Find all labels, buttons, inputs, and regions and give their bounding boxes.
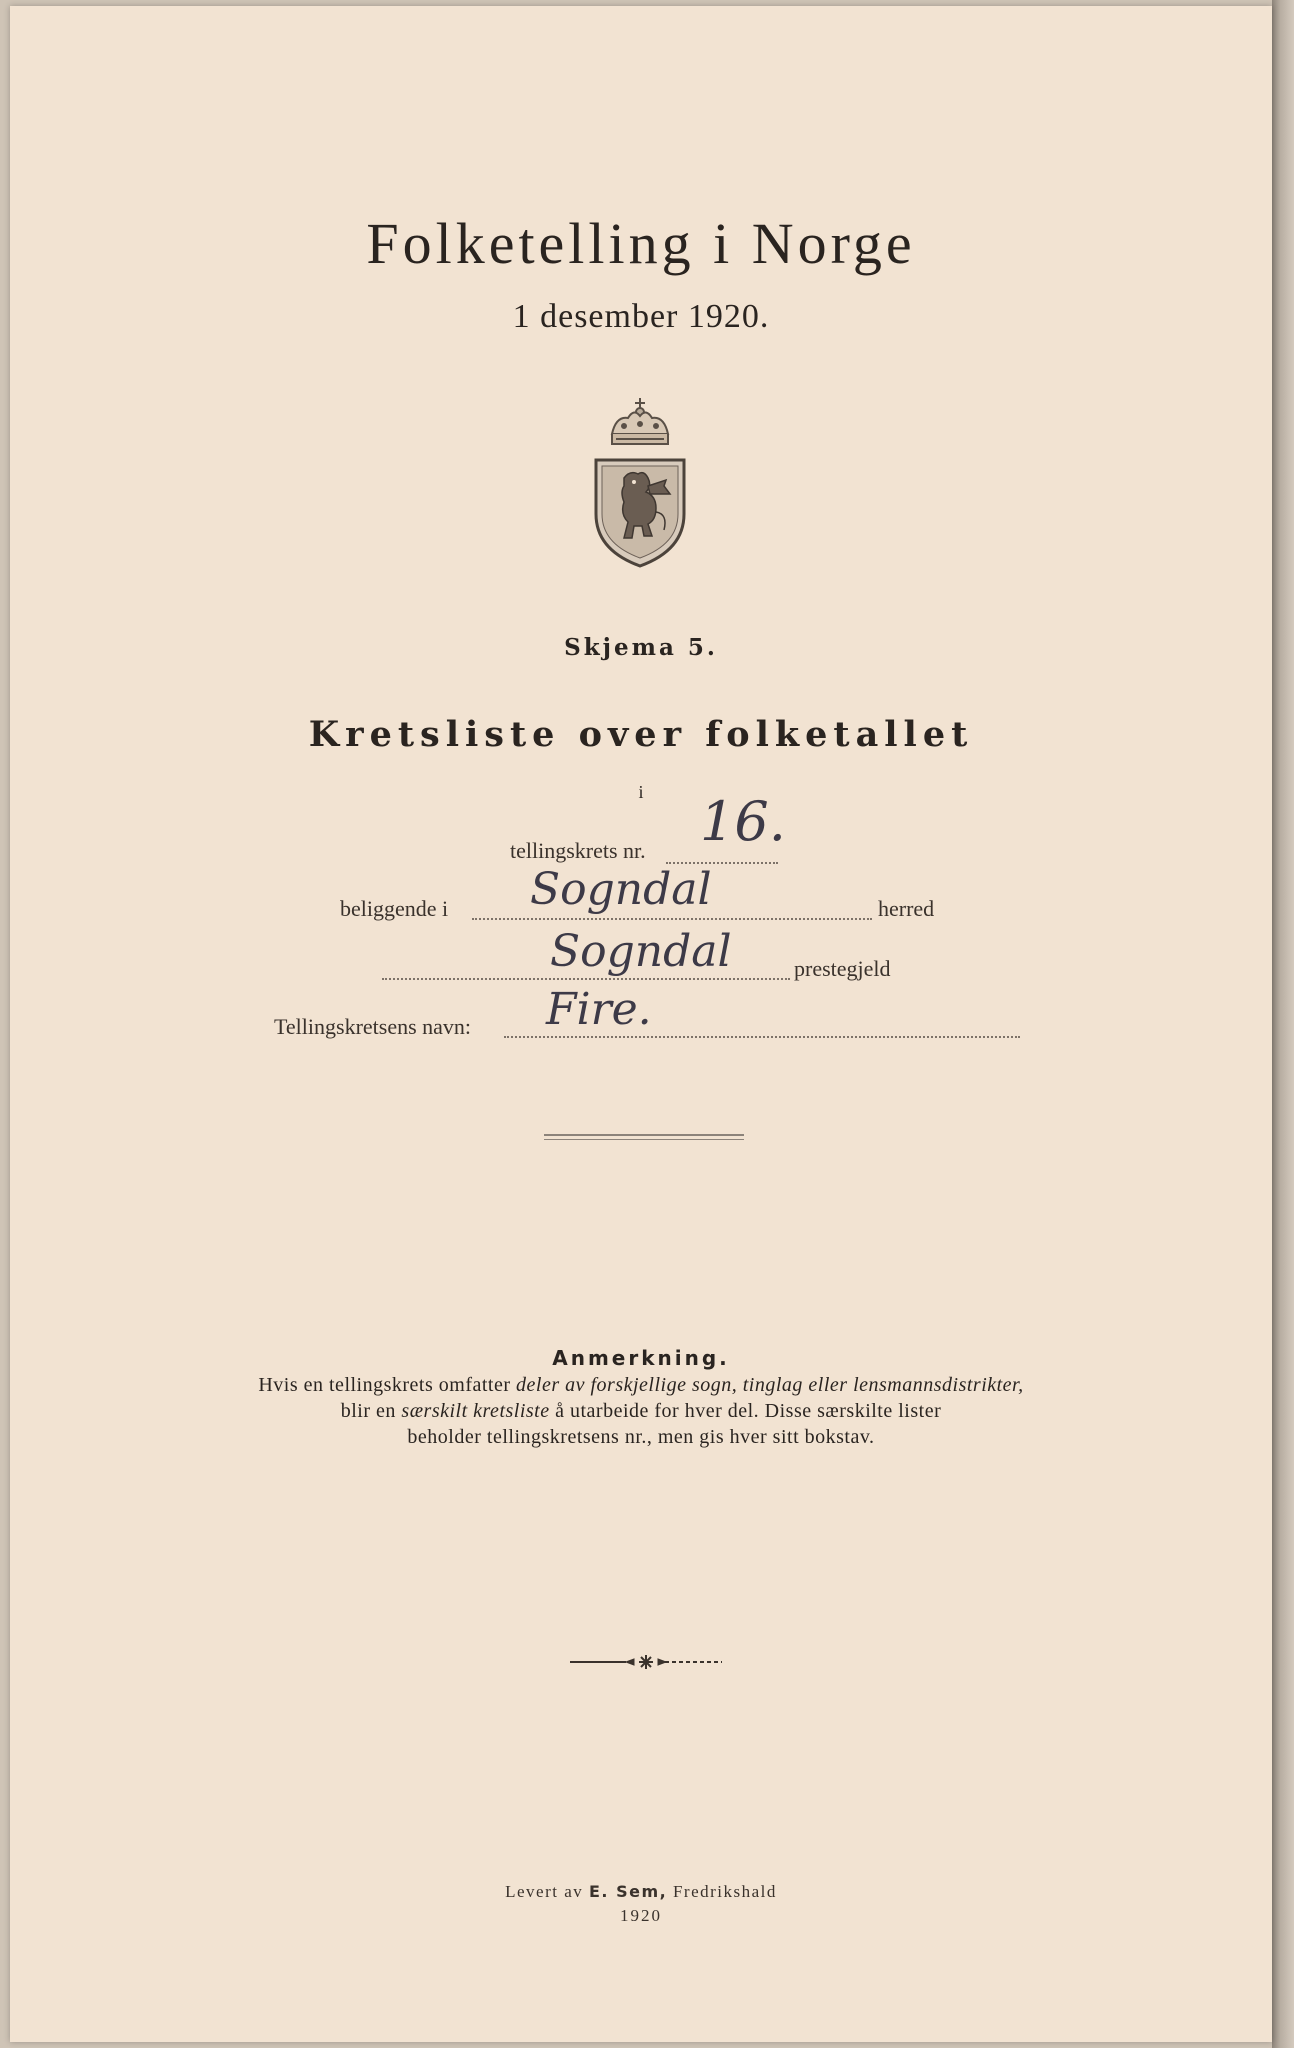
census-date: 1 desember 1920. — [512, 298, 770, 335]
herred-value[interactable]: Sogndal — [530, 864, 712, 915]
krets-nr-label: tellingskrets nr. — [510, 838, 646, 863]
ornament-divider-icon — [570, 1654, 722, 1670]
krets-nr-value[interactable]: 16. — [700, 790, 786, 853]
note-line-2: blir en særskilt kretsliste å utarbeide for hver del. Disse særskilte lister — [340, 1400, 942, 1422]
krets-navn-line — [504, 1036, 1020, 1038]
separator-rule-bottom — [544, 1139, 744, 1140]
herred-label: herred — [878, 896, 935, 921]
schema-number: Skjema 5. — [564, 634, 718, 661]
krets-navn-value[interactable]: Fire. — [546, 984, 652, 1035]
prestegjeld-label: prestegjeld — [794, 956, 891, 981]
page-title: Folketelling i Norge — [366, 211, 916, 276]
separator-rule-top — [544, 1134, 744, 1136]
scan-edge — [1272, 0, 1294, 2048]
prestegjeld-line — [382, 978, 790, 980]
prestegjeld-value[interactable]: Sogndal — [550, 926, 732, 977]
krets-navn-label: Tellingskretsens navn: — [274, 1014, 472, 1039]
note-line-3: beholder tellingskretsens nr., men gis hver sitt bokstav. — [407, 1426, 875, 1448]
coat-of-arms-icon — [590, 394, 690, 570]
form-heading: Kretsliste over folketallet — [308, 714, 974, 755]
printer-imprint: Levert av E. Sem, Fredrikshald — [505, 1882, 777, 1901]
preposition-i: i — [638, 782, 644, 802]
note-line-1: Hvis en tellingskrets omfatter deler av forskjellige sogn, tinglag eller lensmannsdistrikter, — [258, 1374, 1024, 1396]
beliggende-label: beliggende i — [340, 896, 449, 921]
note-heading: Anmerkning. — [552, 1346, 730, 1370]
printer-year: 1920 — [620, 1906, 662, 1925]
census-form-page — [10, 6, 1272, 2042]
beliggende-line — [472, 918, 872, 920]
